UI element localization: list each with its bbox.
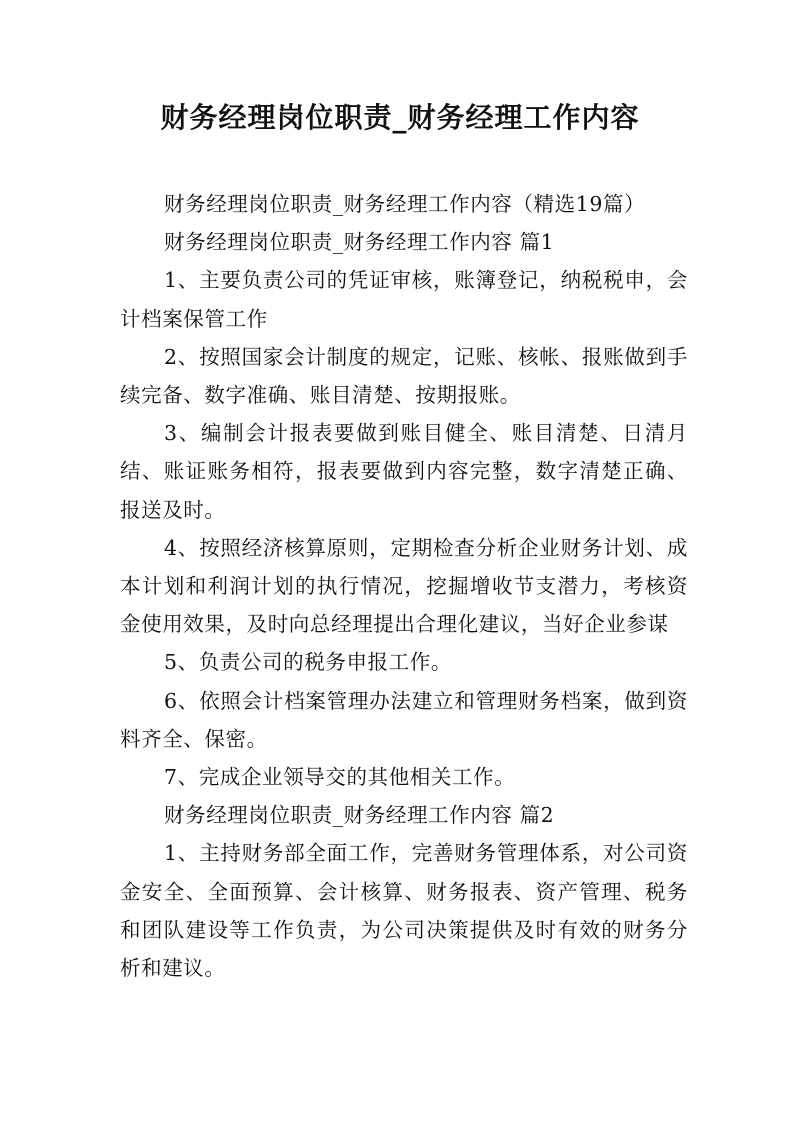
duty-paragraph-3: 3、编制会计报表要做到账目健全、账目清楚、日清月结、账证账务相符，报表要做到内容完整，数字清楚正确、报送及时。	[120, 421, 688, 522]
duty-paragraph-6: 6、依照会计档案管理办法建立和管理财务档案，做到资料齐全、保密。	[120, 688, 688, 751]
duty-paragraph-4: 4、按照经济核算原则，定期检查分析企业财务计划、成本计划和利润计划的执行情况，挖掘增收节支潜力，考核资金使用效果，及时向总经理提出合理化建议，当好企业参谋	[120, 535, 688, 637]
duty-paragraph-1: 1、主要负责公司的凭证审核，账簿登记，纳税税申，会计档案保管工作	[120, 268, 688, 331]
duty-paragraph-2: 2、按照国家会计制度的规定，记账、核帐、报账做到手续完备、数字准确、账目清楚、按期报账。	[120, 344, 688, 408]
section-heading-2: 财务经理岗位职责_财务经理工作内容 篇2	[164, 803, 555, 828]
duty-paragraph-7: 7、完成企业领导交的其他相关工作。	[164, 765, 516, 790]
document-title: 财务经理岗位职责_财务经理工作内容	[160, 101, 640, 134]
duty-paragraph-8: 1、主持财务部全面工作，完善财务管理体系，对公司资金安全、全面预算、会计核算、财务报表、资产管理、税务和团队建设等工作负责，为公司决策提供及时有效的财务分析和建议。	[120, 841, 688, 981]
document-body	[120, 185, 688, 987]
section-heading-1: 财务经理岗位职责_财务经理工作内容 篇1	[164, 230, 555, 255]
duty-paragraph-5: 5、负责公司的税务申报工作。	[164, 650, 452, 675]
subtitle-paragraph: 财务经理岗位职责_财务经理工作内容（精选19篇）	[164, 192, 646, 216]
